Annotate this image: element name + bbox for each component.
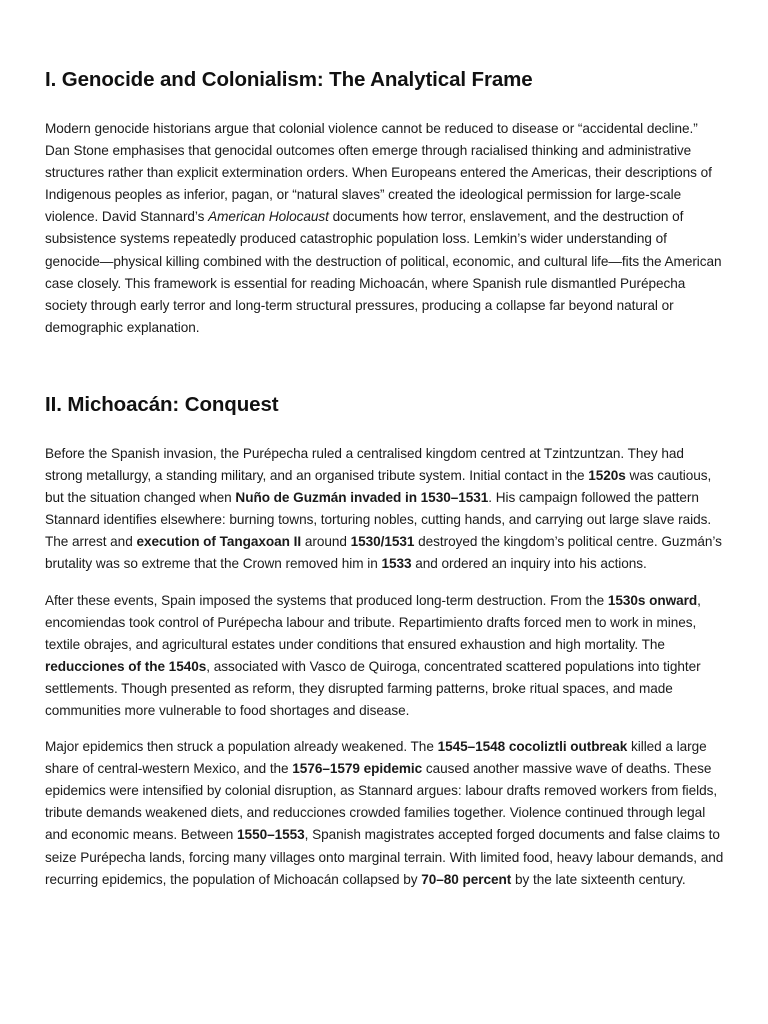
- text-run: documents how terror, enslavement, and the destruction of subsistence systems repeatedly produced catastrophic population loss. Lemkin’s wider understanding of genocide—physical killing combined with the destruction of political, economic, and cultural life—fits the American case closely. This framework is essential for reading Michoacán, where Spanish rule dismantled Purépecha society through early terror and long-term structural pressures, producing a collapse far beyond natural or demographic explanation.: [45, 209, 722, 335]
- text-run: Major epidemics then struck a population already weakened. The: [45, 739, 438, 755]
- bold-text: 1530/1531: [350, 534, 415, 550]
- text-run: , encomiendas took control of Purépecha labour and tribute. Repartimiento drafts forced men to work in mines, textile obrajes, and agricultural estates under conditions that ensured exhaustion and high mortality. The: [45, 592, 701, 652]
- paragraph: [45, 736, 725, 891]
- bold-text: 1520s: [588, 468, 626, 484]
- text-run: and ordered an inquiry into his actions.: [411, 556, 647, 572]
- text-run: killed a large share of central-western Mexico, and the: [45, 739, 707, 777]
- bold-text: 1530s onward: [607, 592, 698, 608]
- bold-text: 1576–1579 epidemic: [292, 761, 423, 777]
- text-run: After these events, Spain imposed the systems that produced long-term destruction. From the: [45, 592, 608, 608]
- text-run: Modern genocide historians argue that colonial violence cannot be reduced to disease or “accidental decline.” Dan Stone emphasises that genocidal outcomes often emerge through racialised thinking and administrative structures rather than explicit extermination orders. When Europeans entered the Americas, their descriptions of Indigenous peoples as inferior, pagan, or “natural slaves” created the ideological permission for large-scale violence. David Stannard’s: [45, 121, 712, 225]
- bold-text: Nuño de Guzmán invaded in 1530–1531: [235, 490, 489, 506]
- text-run: , Spanish magistrates accepted forged documents and false claims to seize Purépecha lands, forcing many villages onto marginal terrain. With limited food, heavy labour demands, and recurring epidemics, the population of Michoacán collapsed by: [45, 827, 724, 887]
- text-run: Before the Spanish invasion, the Purépecha ruled a centralised kingdom centred at Tzintzuntzan. They had strong metallurgy, a standing military, and an organised tribute system. Initial contact in the: [45, 445, 684, 484]
- text-run: caused another massive wave of deaths. These epidemics were intensified by colonial disruption, as Stannard argues: labour drafts removed workers from fields, tribute demands weakened diets, and reducciones crowded families together. Violence continued through legal and economic means. Between: [45, 761, 718, 843]
- bold-text: 1550–1553: [237, 827, 305, 843]
- text-run: . His campaign followed the pattern Stannard identifies elsewhere: burning towns, torturing nobles, cutting hands, and carrying out large slave raids. The arrest and: [45, 490, 712, 550]
- text-run: by the late sixteenth century.: [511, 871, 686, 887]
- section-heading: II. Michoacán: Conquest: [45, 392, 279, 416]
- section-conquest: [45, 391, 725, 891]
- bold-text: 70–80 percent: [421, 871, 512, 887]
- text-run: was cautious, but the situation changed when: [45, 468, 712, 506]
- document-page: [45, 66, 725, 905]
- bold-text: execution of Tangaxoan II: [136, 534, 302, 550]
- paragraph: [45, 118, 725, 339]
- paragraph: [45, 590, 725, 723]
- paragraph: [45, 443, 725, 576]
- text-run: destroyed the kingdom’s political centre. Guzmán’s brutality was so extreme that the Crown removed him in: [45, 534, 722, 572]
- bold-text: reducciones of the 1540s: [45, 658, 207, 674]
- bold-text: 1533: [381, 556, 412, 572]
- section-heading: I. Genocide and Colonialism: The Analytical Frame: [45, 68, 533, 91]
- text-run: , associated with Vasco de Quiroga, concentrated scattered populations into tighter settlements. Though presented as reform, they disrupted farming patterns, broke ritual spaces, and made communities more vulnerable to food shortages and disease.: [45, 658, 701, 718]
- text-run: around: [301, 534, 351, 550]
- bold-text: 1545–1548 cocoliztli outbreak: [437, 739, 628, 755]
- book-title: American Holocaust: [208, 209, 329, 225]
- section-analytical-frame: [45, 66, 725, 339]
